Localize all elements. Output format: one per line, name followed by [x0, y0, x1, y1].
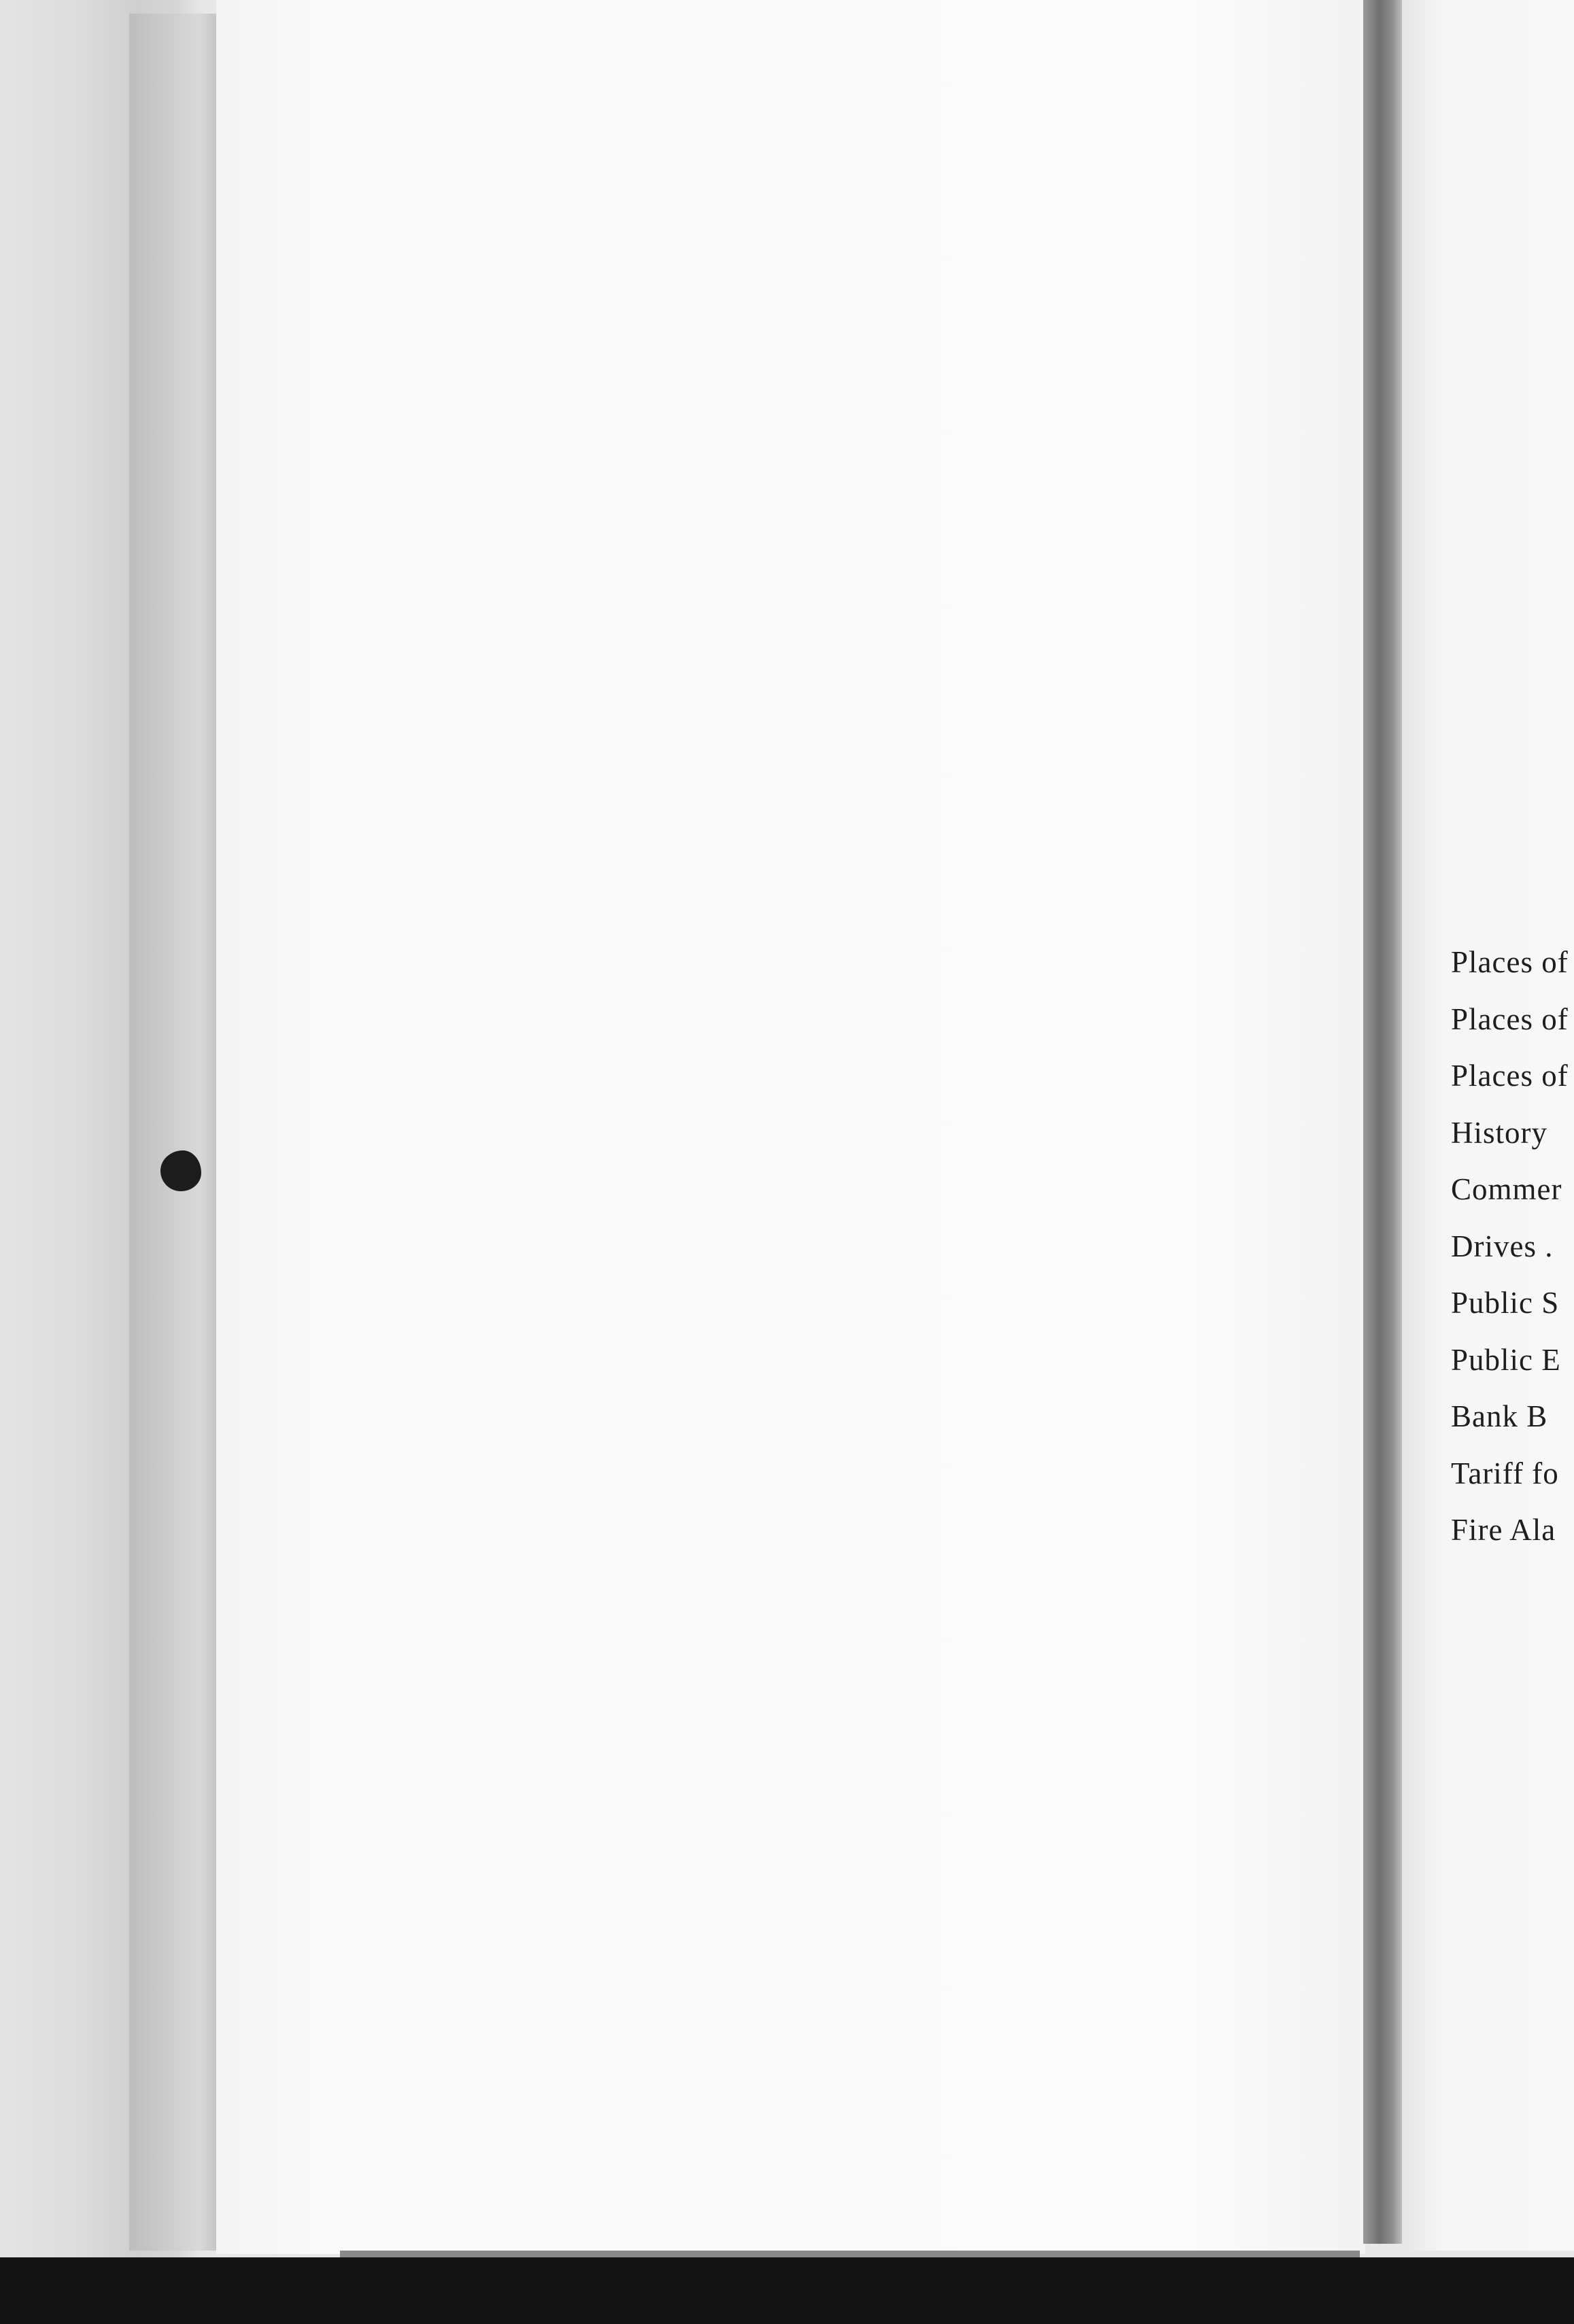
ink-blot [160, 1150, 201, 1191]
book-binding-edge [129, 14, 218, 2251]
blank-left-page [216, 0, 1365, 2254]
contents-entry: History [1451, 1115, 1547, 1150]
contents-entry: Bank B [1451, 1399, 1548, 1433]
contents-entry: Drives . [1451, 1229, 1554, 1263]
right-page [1402, 0, 1574, 2251]
scan-bottom-edge [0, 2257, 1574, 2324]
contents-entry: Public S [1451, 1286, 1560, 1320]
contents-list [1451, 942, 1569, 1567]
contents-entry: Commer [1451, 1172, 1562, 1206]
contents-entry: Places of [1451, 945, 1569, 979]
contents-entry: Tariff fo [1451, 1456, 1559, 1490]
contents-entry: Places of [1451, 1002, 1569, 1036]
contents-entry: Places of [1451, 1059, 1569, 1093]
contents-entry: Fire Ala [1451, 1513, 1556, 1547]
page-gutter [1363, 0, 1404, 2244]
contents-entry: Public E [1451, 1342, 1561, 1377]
